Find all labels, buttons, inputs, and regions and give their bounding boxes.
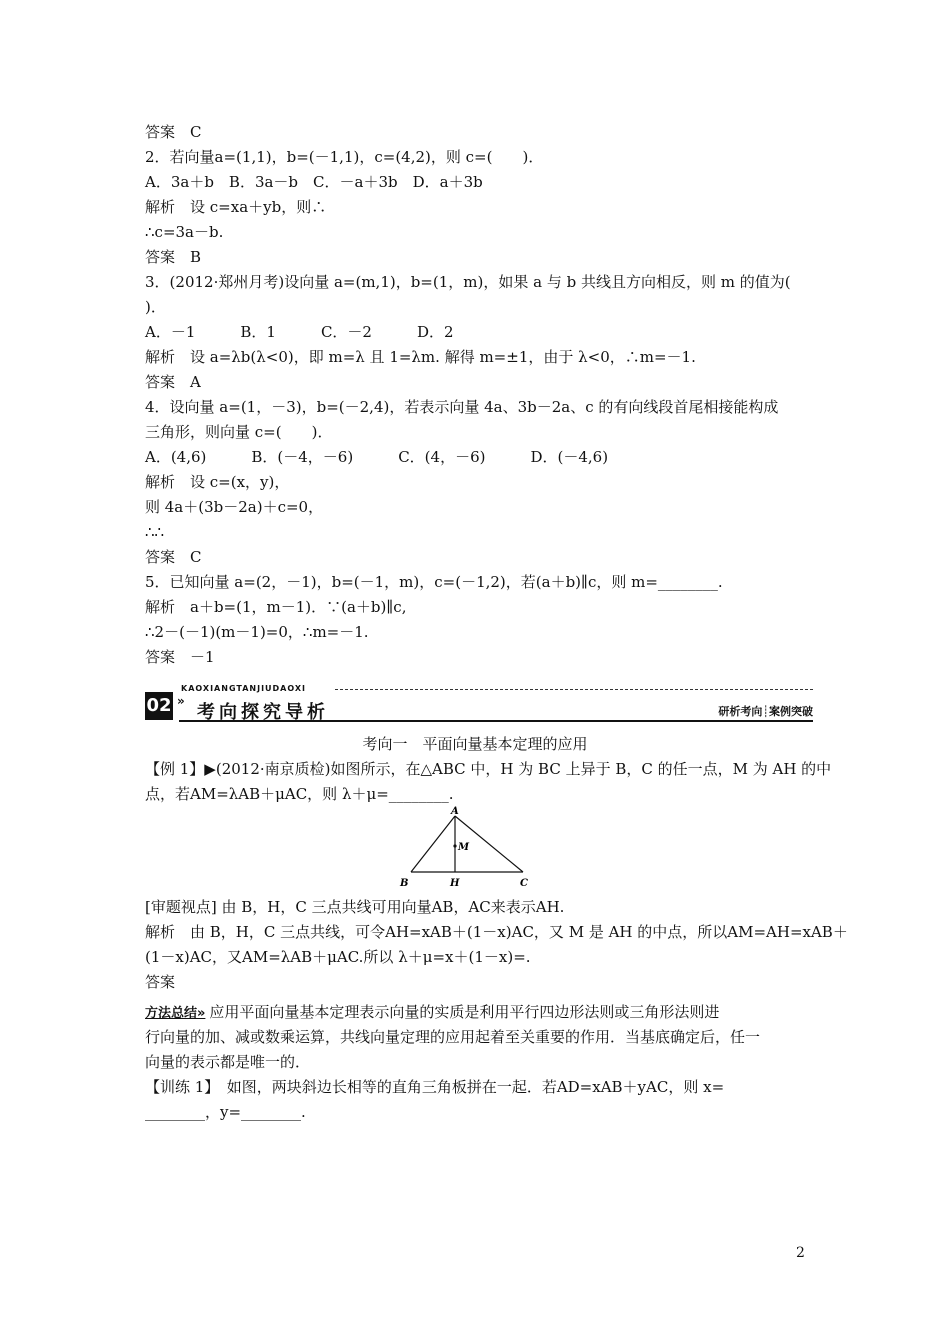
label-b: B: [400, 878, 409, 889]
answer-line: 答案 B: [145, 248, 202, 266]
problem-3-cont: )．: [145, 298, 166, 316]
section-right-label: 研析考向┊案例突破: [718, 705, 813, 718]
problem-2: 2．若向量a=(1,1)，b=(－1,1)，c=(4,2)，则 c=( )．: [145, 148, 544, 166]
problem-2-options: A．3a＋b B．3a－b C．－a＋3b D．a＋3b: [145, 173, 483, 191]
analysis-line: 则 4a＋(3b－2a)＋c=0，: [145, 498, 324, 516]
analysis-result: ∴c=3a－b.: [145, 223, 224, 241]
problem-3: 3．(2012·郑州月考)设向量 a=(m,1)，b=(1，m)，如果 a 与 b 共线且方向相反，则 m 的值为(: [145, 273, 791, 291]
analysis-line: 解析 由 B，H，C 三点共线，可令AH=xAB＋(1－x)AC，又 M 是 AH 的中点，所以AM=AH=xAB＋: [145, 923, 848, 941]
answer-line: 答案 －1: [145, 648, 215, 666]
analysis-line: (1－x)AC，又AM=λAB＋μAC.所以 λ＋μ=x＋(1－x)=.: [145, 948, 531, 966]
page-number: 2: [796, 1245, 805, 1261]
example-1-cont: 点，若AM=λAB＋μAC，则 λ＋μ=________.: [145, 785, 454, 803]
analysis-line: ∴2－(－1)(m－1)=0，∴m=－1.: [145, 623, 369, 641]
problem-4: 4．设向量 a=(1，－3)，b=(－2,4)，若表示向量 4a、3b－2a、c 的有向线段首尾相接能构成: [145, 398, 779, 416]
triangle-figure: [395, 806, 545, 892]
analysis-line: 解析 设 a=λb(λ<0)，即 m=λ 且 1=λm. 解得 m=±1，由于 λ<0，∴m=－1.: [145, 348, 696, 366]
label-m: M: [458, 842, 470, 853]
method-badge: 方法总结»: [145, 1006, 206, 1021]
subheading: 考向一 平面向量基本定理的应用: [362, 735, 588, 753]
training-1-cont: ________，y=________.: [145, 1103, 306, 1121]
analysis-line: 解析 设 c=xa＋yb，则∴: [145, 198, 327, 216]
problem-3-options: A．－1 B．1 C．－2 D．2: [145, 323, 454, 341]
review-viewpoint: [审题视点] 由 B，H，C 三点共线可用向量AB，AC来表示AH.: [145, 898, 565, 916]
answer-line: 答案 A: [145, 373, 201, 391]
answer-line: 答案: [145, 973, 176, 991]
section-badge: 02: [145, 692, 173, 720]
section-pinyin: KAOXIANGTANJIUDAOXI: [181, 684, 307, 693]
analysis-line: 解析 a＋b=(1，m－1)．∵(a＋b)∥c,: [145, 598, 407, 616]
section-rule-top: [335, 689, 813, 690]
label-a: A: [451, 806, 459, 817]
point-m: [453, 844, 456, 847]
answer-line: 答案 C: [145, 548, 202, 566]
method-text-cont: 行向量的加、减或数乘运算，共线向量定理的应用起着至关重要的作用．当基底确定后，任一: [145, 1028, 761, 1046]
section-rule-bottom: [179, 720, 813, 722]
edge-ab: [411, 816, 455, 872]
analysis-line: 解析 设 c=(x，y)，: [145, 473, 290, 491]
section-title: 考向探究导析: [197, 702, 329, 723]
method-text-cont: 向量的表示都是唯一的．: [145, 1053, 311, 1071]
training-1: 【训练 1】 如图，两块斜边长相等的直角三角板拼在一起．若AD=xAB＋yAC，则 x=: [145, 1078, 725, 1096]
problem-5: 5．已知向量 a=(2，－1)，b=(－1，m)，c=(－1,2)，若(a＋b)∥c，则 m=________.: [145, 573, 723, 591]
label-h: H: [450, 878, 460, 889]
method-summary: [145, 1002, 719, 1024]
analysis-line: ∴∴: [145, 523, 165, 541]
answer-line: 答案 C: [145, 123, 202, 141]
chevron-icon: »: [177, 694, 185, 708]
section-header: [145, 684, 813, 722]
method-text: 应用平面向量基本定理表示向量的实质是利用平行四边形法则或三角形法则进: [209, 1003, 720, 1021]
problem-4-cont: 三角形，则向量 c=( )．: [145, 423, 333, 441]
example-1: 【例 1】▶(2012·南京质检)如图所示，在△ABC 中，H 为 BC 上异于 B，C 的任一点，M 为 AH 的中: [145, 760, 832, 778]
label-c: C: [520, 878, 528, 889]
problem-4-options: A．(4,6) B．(－4，－6) C．(4，－6) D．(－4,6): [145, 448, 609, 466]
